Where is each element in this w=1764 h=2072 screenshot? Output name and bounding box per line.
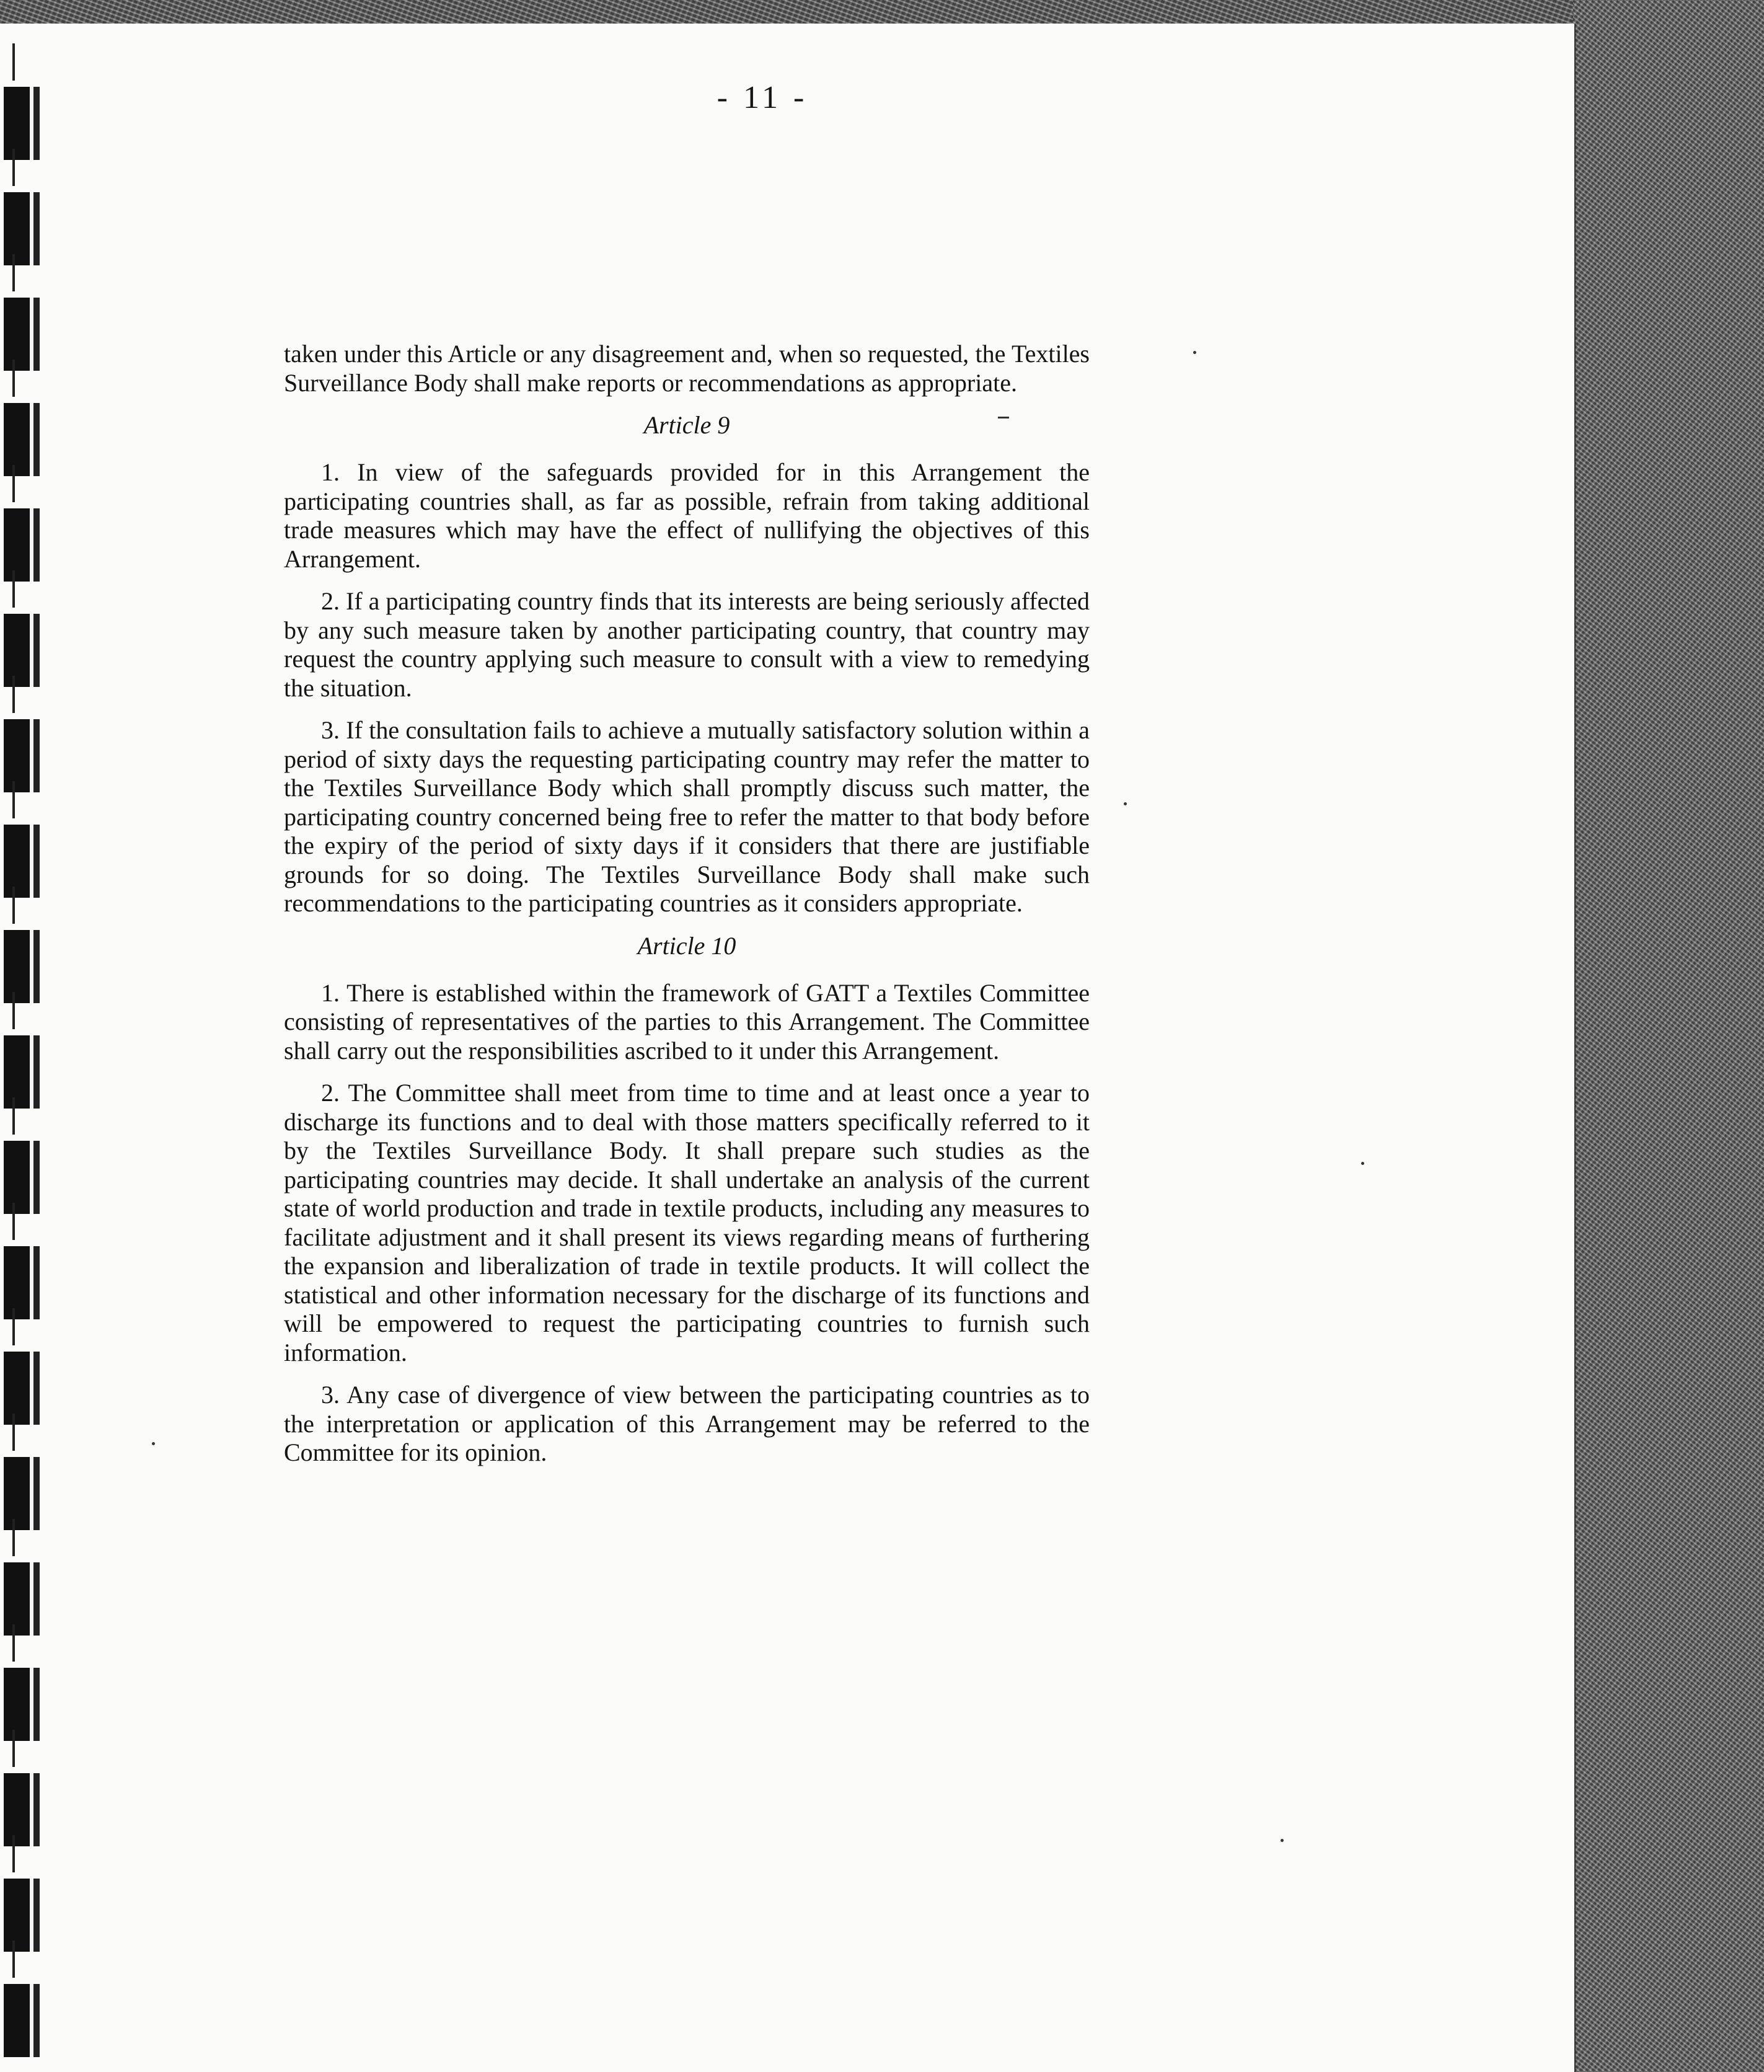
binding-wire bbox=[12, 1203, 15, 1240]
page-number: - 11 - bbox=[717, 80, 808, 115]
binding-hole bbox=[4, 1879, 33, 1952]
article-10-paragraph-1: 1. There is established within the framework of GATT a Textiles Committee consisting of representatives of the parties to this Arrangement. The Committee shall carry out the responsibilities ascribed to it under this Arrangement. bbox=[284, 978, 1090, 1065]
binding-hole bbox=[4, 1352, 33, 1425]
article-9-paragraph-2: 2. If a participating country finds that its interests are being seriously affected by any such measure taken by another participating country, that country may request the country applying such measure to consult with a view to remedying the situation. bbox=[284, 587, 1090, 702]
binding-wire bbox=[12, 887, 15, 924]
binding-hole bbox=[4, 508, 33, 582]
binding-wire bbox=[12, 1730, 15, 1767]
binding-hole bbox=[4, 192, 33, 265]
binding-wire bbox=[12, 1097, 15, 1135]
binding-hole bbox=[4, 719, 33, 792]
binding-wire bbox=[12, 360, 15, 397]
article-10-paragraph-2: 2. The Committee shall meet from time to time and at least once a year to discharge its functions and to deal with those matters specifically referred to it by the Textiles Surveillance Body. It shall prepare such studies as the participating countries may decide. It shall undertake an analysis of the current state of world production and trade in textile products, including any measures to facilitate adjustment and it shall present its views regarding means of furthering the expansion and liberalization of trade in textile products. It will collect the statistical and other information necessary for the discharge of its functions and will be empowered to request the participating countries to furnish such information. bbox=[284, 1079, 1090, 1366]
binding-hole bbox=[4, 1035, 33, 1109]
binding-hole bbox=[4, 1773, 33, 1846]
binding-wire bbox=[12, 676, 15, 713]
continuation-paragraph: taken under this Article or any disagreement and, when so requested, the Textiles Surveillance Body shall make reports or recommendations as appropriate. bbox=[284, 340, 1090, 397]
binding-hole bbox=[4, 1562, 33, 1636]
binding-wire bbox=[12, 1941, 15, 1978]
binding-wire bbox=[12, 570, 15, 608]
binding-hole bbox=[4, 87, 33, 160]
binding-wire bbox=[12, 992, 15, 1029]
binding-hole bbox=[4, 1457, 33, 1530]
binding-hole bbox=[4, 1984, 33, 2057]
binding-wire bbox=[12, 149, 15, 186]
binding-wire bbox=[12, 1519, 15, 1556]
scan-speck bbox=[1124, 802, 1127, 805]
binding-wire bbox=[12, 254, 15, 291]
scanner-background-top bbox=[0, 0, 1764, 25]
article-10-paragraph-3: 3. Any case of divergence of view between the participating countries as to the interpretation or application of this Arrangement may be referred to the Committee for its opinion. bbox=[284, 1381, 1090, 1466]
binding-wire bbox=[12, 465, 15, 502]
binding-wire bbox=[12, 1835, 15, 1872]
binding-hole bbox=[4, 614, 33, 687]
binding-hole bbox=[4, 825, 33, 898]
binding-wire bbox=[12, 1414, 15, 1451]
binding-wire bbox=[12, 1308, 15, 1345]
binding-wire bbox=[12, 1624, 15, 1662]
document-body bbox=[284, 340, 1090, 1481]
binding-wire bbox=[12, 781, 15, 818]
article-9-heading: Article 9 bbox=[643, 411, 730, 439]
binding-hole bbox=[4, 298, 33, 371]
spiral-binding bbox=[0, 0, 56, 2072]
scanner-background-right bbox=[1573, 0, 1764, 2072]
binding-hole bbox=[4, 930, 33, 1003]
binding-hole bbox=[4, 1246, 33, 1319]
scan-speck bbox=[1281, 1839, 1284, 1842]
scan-speck bbox=[1361, 1162, 1364, 1165]
binding-hole bbox=[4, 403, 33, 476]
scan-speck bbox=[1193, 351, 1196, 354]
article-10-heading: Article 10 bbox=[637, 931, 736, 960]
binding-hole bbox=[4, 1668, 33, 1741]
scan-speck bbox=[152, 1442, 155, 1445]
article-9-paragraph-1: 1. In view of the safeguards provided for in this Arrangement the participating countries shall, as far as possible, refrain from taking additional trade measures which may have the effect of nullifying the objectives of this Arrangement. bbox=[284, 458, 1090, 573]
binding-hole bbox=[4, 1141, 33, 1214]
scan-speck bbox=[998, 417, 1009, 418]
article-9-paragraph-3: 3. If the consultation fails to achieve a mutually satisfactory solution within a period of sixty days the requesting participating country may refer the matter to the Textiles Surveillance Body which shall promptly discuss such matter, the participating country concerned being free to refer the matter to that body before the expiry of the period of sixty days if it considers that there are justifiable grounds for so doing. The Textiles Surveillance Body shall make such recommendations to the participating countries as it considers appropriate. bbox=[284, 716, 1090, 917]
binding-wire bbox=[12, 43, 15, 81]
